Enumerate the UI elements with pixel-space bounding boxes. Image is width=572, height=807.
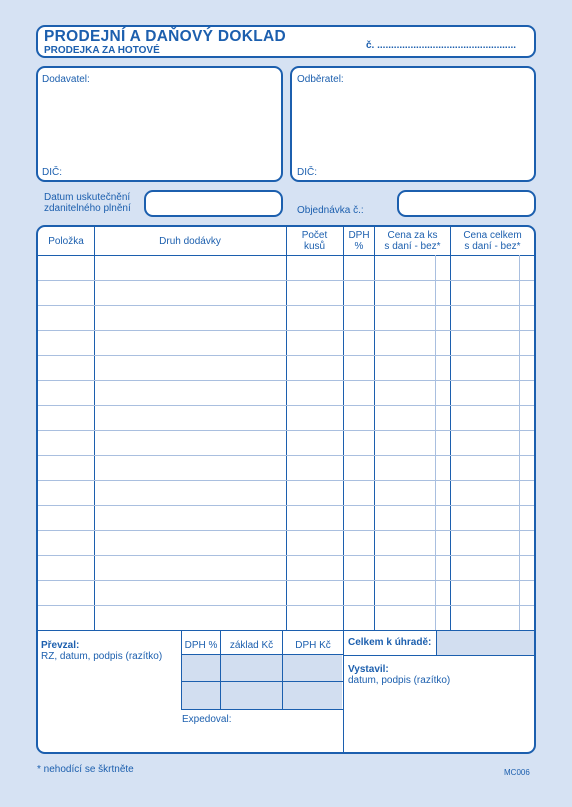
table-row-line-8 — [38, 455, 534, 456]
total-due-underline — [343, 655, 534, 656]
table-column-line-1 — [94, 227, 95, 630]
date-input[interactable] — [144, 190, 283, 217]
date-label-line1: Datum uskutečnění — [44, 192, 131, 203]
table-column-line-2 — [286, 227, 287, 630]
col-description-header: Druh dodávky — [159, 236, 221, 247]
table-subcolumn-line-1 — [435, 255, 436, 630]
footer-base-header: základ Kč — [229, 640, 274, 651]
supplier-tax-id-label: DIČ: — [42, 167, 62, 178]
col-vat-header-line1: DPH — [348, 230, 370, 241]
table-column-line-3 — [343, 227, 344, 630]
document-subtitle: PRODEJKA ZA HOTOVÉ — [44, 45, 160, 56]
table-row-line-1 — [38, 280, 534, 281]
total-due-divider — [436, 630, 437, 655]
col-vat-header-line2: % — [354, 241, 364, 252]
table-row-line-12 — [38, 555, 534, 556]
footer-vat-percent-header: DPH % — [184, 640, 218, 651]
issued-sub-label: datum, podpis (razítko) — [348, 675, 451, 686]
issued-label: Vystavil: — [348, 664, 389, 675]
table-row-line-10 — [38, 505, 534, 506]
footer-divider-right — [343, 630, 344, 752]
order-input[interactable] — [397, 190, 536, 217]
footer-mid-line — [181, 681, 343, 682]
col-unit-price-header-line1: Cena za ks — [387, 230, 438, 241]
received-sub-label: RZ, datum, podpis (razítko) — [41, 651, 163, 662]
table-row-line-9 — [38, 480, 534, 481]
col-qty-header-line1: Počet — [301, 230, 328, 241]
dispatched-label: Expedoval: — [182, 714, 232, 725]
footnote: * nehodící se škrtněte — [37, 764, 134, 775]
table-row-line-6 — [38, 405, 534, 406]
customer-label: Odběratel: — [297, 74, 344, 85]
footer-bottom-line — [181, 709, 343, 710]
col-item-header: Položka — [48, 236, 84, 247]
table-row-line-14 — [38, 605, 534, 606]
table-row-line-11 — [38, 530, 534, 531]
table-column-line-4 — [374, 227, 375, 630]
document-title: PRODEJNÍ A DAŇOVÝ DOKLAD — [44, 28, 287, 45]
footer-header-line — [181, 654, 343, 655]
table-row-line-13 — [38, 580, 534, 581]
table-row-line-5 — [38, 380, 534, 381]
table-row-line-3 — [38, 330, 534, 331]
supplier-label: Dodavatel: — [42, 74, 90, 85]
footer-vat-amount-header: DPH Kč — [295, 640, 331, 651]
customer-tax-id-label: DIČ: — [297, 167, 317, 178]
table-column-line-5 — [450, 227, 451, 630]
col-total-header-line1: Cena celkem — [463, 230, 522, 241]
order-label: Objednávka č.: — [297, 205, 364, 216]
table-row-line-4 — [38, 355, 534, 356]
received-label: Převzal: — [41, 640, 80, 651]
table-row-line-7 — [38, 430, 534, 431]
col-total-header-line2: s daní - bez* — [464, 241, 521, 252]
footer-value-cells — [182, 654, 342, 710]
col-qty-header-line2: kusů — [303, 241, 326, 252]
document-number-field[interactable]: č. .................................................. — [366, 40, 517, 51]
total-due-label: Celkem k úhradě: — [348, 637, 432, 648]
form-code: MC006 — [504, 768, 530, 777]
footer-top-line — [38, 630, 534, 631]
col-unit-price-header-line2: s daní - bez* — [384, 241, 441, 252]
total-due-value[interactable] — [437, 631, 534, 655]
table-subcolumn-line-2 — [519, 255, 520, 630]
date-label-line2: zdanitelného plnění — [44, 203, 131, 214]
table-row-line-2 — [38, 305, 534, 306]
